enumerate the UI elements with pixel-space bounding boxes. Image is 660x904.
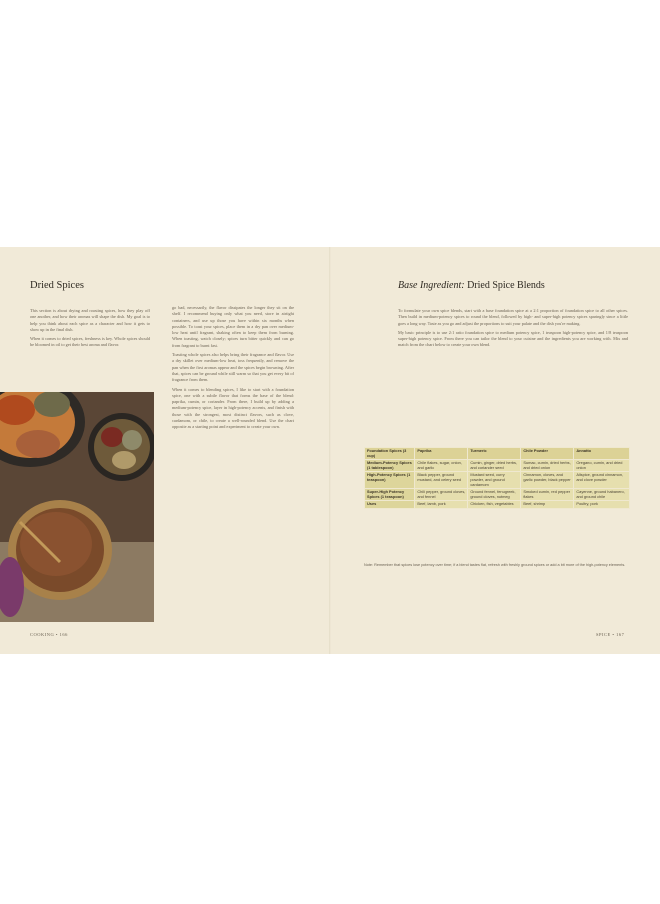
table-row-label: Medium-Potency Spices (1 tablespoon) (365, 460, 415, 472)
table-row-label: High-Potency Spices (1 teaspoon) (365, 472, 415, 489)
table-cell: Beef, shrimp (521, 501, 574, 509)
table-cell: Chile flakes, sugar, onion, and garlic (415, 460, 468, 472)
paragraph: go bad, necessarily, the flavor dissipates the longer they sit on the shelf. I recommend buying only what you need, store in airtight containers, and use up those you have within six months when possible. To toast your spices, place them in a dry pan over medium-low heat until fragrant, shaking often to keep them from burning. When toasting, watch closely; spices turn bitter quickly and can go from fragrant to burnt fast. (172, 305, 294, 348)
table-row-label: Super-High Potency Spices (1 teaspoon) (365, 489, 415, 501)
table-row-label: Uses (365, 501, 415, 509)
table-cell: Mustard seed, curry powder, and ground cardamom (468, 472, 521, 489)
spice-blend-table (364, 447, 630, 509)
spice-bowls-illustration (0, 392, 154, 622)
table-header-cell: Turmeric (468, 448, 521, 460)
table-cell: Cayenne, ground habanero, and ground chile (574, 489, 630, 501)
paragraph: This section is about drying and roasting spices, how they play off one another, and how their aromas will shape the dish. My goal is to help you think about each spice as a character and how it gets to show up in the final dish. (30, 308, 150, 332)
paragraph: When it comes to dried spices, freshness is key. Whole spices should be bloomed in oil to get their best aroma and flavor. (30, 336, 150, 348)
table-cell: Cumin, ginger, dried herbs, and coriander seed (468, 460, 521, 472)
page-gutter (329, 247, 331, 654)
table-row (365, 472, 630, 489)
paragraph: My basic principle is to use 2:1 ratio foundation spice to medium potency spice, 1 teaspoon high-potency spice, and 1/8 teaspoon super-high potency spice. From there you can tailor the blend to your cuisine and the ingredients you are working with. Mix and match from the chart below to create your own blend. (398, 329, 628, 348)
table-cell: Chicken, fish, vegetables (468, 501, 521, 509)
book-spread (0, 247, 660, 654)
table-cell: Ground fennel, fenugreek, ground cloves, nutmeg (468, 489, 521, 501)
table-cell: Sumac, cumin, dried herbs, and dried onion (521, 460, 574, 472)
table-cell: Black pepper, ground mustard, and celery seed (415, 472, 468, 489)
table-header-cell: Paprika (415, 448, 468, 460)
table-cell: Poultry, pork (574, 501, 630, 509)
paragraph: When it comes to blending spices, I like to start with a foundation spice, one with a subtle flavor that forms the base of the blend: paprika, cumin, or coriander. From there, I build up by adding a medium-potency spice, layer in high-potency accents, and finish with those with the strongest, most distinct flavors, such as clove, cardamom, or chile, to create a well-rounded blend. Use the chart opposite as a starting point and experiment to create your own. (172, 386, 294, 430)
table-cell: Chili pepper, ground cloves, and fennel (415, 489, 468, 501)
table-row (365, 460, 630, 472)
table-row (365, 501, 630, 509)
table-cell: Oregano, cumin, and dried onion (574, 460, 630, 472)
table-cell: Beef, lamb, pork (415, 501, 468, 509)
right-page-title (398, 280, 545, 291)
right-column (398, 308, 628, 352)
left-column-1 (30, 308, 150, 352)
left-folio: COOKING • 166 (30, 632, 68, 637)
table-header-cell: Foundation Spices (3 cup) (365, 448, 415, 460)
paragraph: Toasting whole spices also helps bring their fragrance and flavor. Use a dry skillet over medium-low heat, toss frequently, and remove the pan when the first aromas appear and the spices begin browning. After that, spices can be ground while still warm so that you get every bit of fragrance from them. (172, 352, 294, 383)
table-header-cell: Annatto (574, 448, 630, 460)
title-italic: Base Ingredient: (398, 280, 465, 291)
paragraph: To formulate your own spice blends, start with a base foundation spice at a 2:1 proportion of foundation spice to all other spices. Then build in medium-potency spices to round the blend, followed by high- and super-high potency spices sparingly since a little goes a long way. Taste as you go and adjust the proportions to suit your palate and the dish you're making. (398, 308, 628, 326)
table-header-row (365, 448, 630, 460)
table-note: Note: Remember that spices lose potency over time; if a blend tastes flat, refresh with freshly ground spices or add a bit more of the high-potency elements. (364, 563, 626, 567)
right-folio: SPICE • 167 (596, 632, 625, 637)
table-cell: Allspice, ground cinnamon, and clove powder (574, 472, 630, 489)
spice-bowls-photo (0, 392, 154, 622)
left-page-title: Dried Spices (30, 280, 84, 291)
table-cell: Cinnamon, cloves, and garlic powder, black pepper (521, 472, 574, 489)
title-rest: Dried Spice Blends (464, 280, 545, 291)
left-column-2 (172, 305, 294, 434)
table-cell: Smoked cumin, red pepper flakes (521, 489, 574, 501)
table-row (365, 489, 630, 501)
table-header-cell: Chile Powder (521, 448, 574, 460)
